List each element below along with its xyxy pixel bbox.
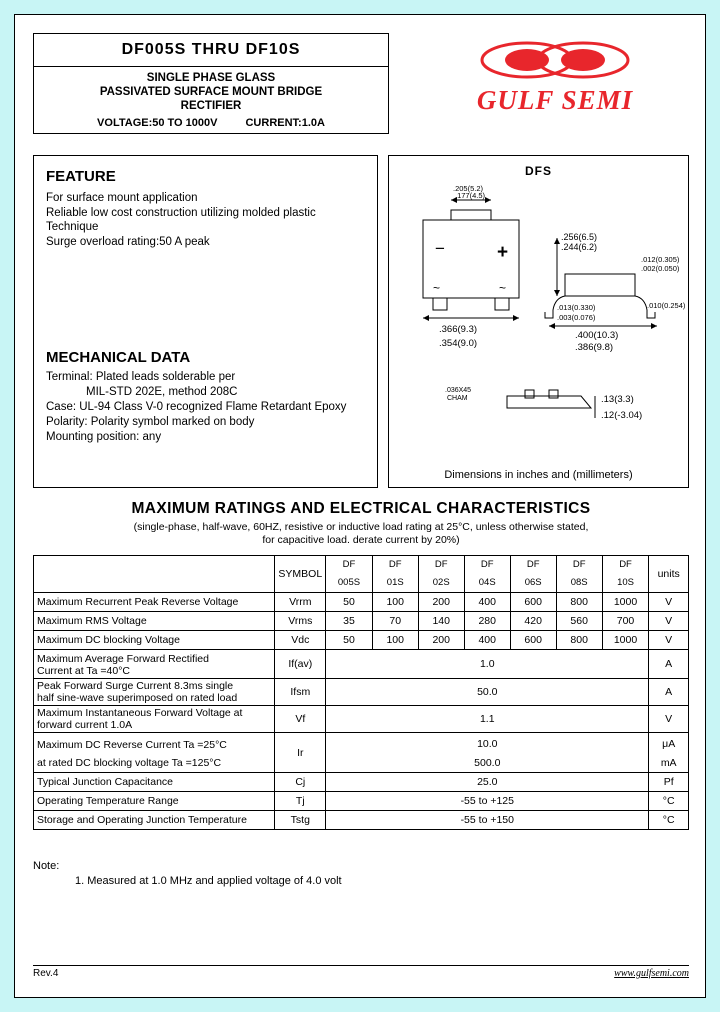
dim-pad-1: .012(0.305) [641,255,680,264]
row-6-units-1: μA [649,733,689,755]
feature-item-3: Surge overload rating:50 A peak [46,235,210,248]
row-0-symbol: Vrrm [275,593,326,612]
row-1-val-3: 280 [464,612,510,631]
feature-item-1: Reliable low cost construction utilizing molded plastic [46,206,316,219]
row-0-val-0: 50 [326,593,373,612]
feature-title: FEATURE [46,168,116,185]
table-row [34,773,689,792]
ratings-table [33,555,689,830]
table-row [34,792,689,811]
title-box [33,33,389,134]
page-header [15,15,705,133]
row-3-desc-line-1: Maximum Average Forward Rectified [37,653,209,665]
mechanical-case: Case: UL-94 Class V-0 recognized Flame Retardant Epoxy [46,401,347,413]
row-3-value: 1.0 [326,650,649,679]
ac-symbol-left: ~ [433,281,441,295]
row-6-symbol: Ir [275,733,326,773]
table-row [34,706,689,733]
ac-symbol-right: ~ [499,281,507,295]
row-3-units: A [649,650,689,679]
row-0-units: V [649,593,689,612]
mechanical-terminal: Terminal: Plated leads solderable per [46,371,236,383]
table-row [34,811,689,830]
dim-top-width-2: .177(4.5) [455,191,486,200]
row-5-units: V [649,706,689,733]
row-1-symbol: Vrms [275,612,326,631]
row-5-desc [34,706,275,733]
row-0-val-1: 100 [372,593,418,612]
dimensions-note: Dimensions in inches and (millimeters) [444,469,633,481]
row-0-val-2: 200 [418,593,464,612]
row-4-symbol: Ifsm [275,679,326,706]
row-1-val-0: 35 [326,612,373,631]
row-7-units: Pf [649,773,689,792]
row-0-val-6: 1000 [602,593,649,612]
row-2-desc: Maximum DC blocking Voltage [34,631,275,650]
row-1-val-1: 70 [372,612,418,631]
col-part-1-l1: DF [372,556,418,575]
dim-lead-w1: .400(10.3) [575,330,619,341]
table-row [34,679,689,706]
mechanical-data-block [46,349,367,445]
dim-foot: .010(0.254) [647,301,686,310]
polarity-plus-symbol: + [497,242,509,263]
row-4-units: A [649,679,689,706]
row-0-val-3: 400 [464,593,510,612]
col-units: units [649,556,689,593]
dim-height-1: .256(6.5) [561,232,598,242]
description-line-2: PASSIVATED SURFACE MOUNT BRIDGE [99,86,323,98]
row-1-val-5: 560 [556,612,602,631]
polarity-minus-symbol: − [435,239,445,258]
row-4-desc-line-2: half sine-wave superimposed on rated load [37,692,238,704]
feature-item-0: For surface mount application [46,192,198,204]
row-2-val-1: 100 [372,631,418,650]
product-description [34,67,388,115]
dim-top-width-1: .205(5.2) [453,184,484,193]
row-9-desc: Storage and Operating Junction Temperature [34,811,275,830]
description-line-1: SINGLE PHASE GLASS [146,72,276,84]
revision-label: Rev.4 [33,968,59,979]
col-part-6-l1: DF [602,556,649,575]
row-6-desc-line-1: Maximum DC Reverse Current Ta =25°C [34,733,275,755]
current-rating: CURRENT:1.0A [245,117,325,129]
table-row [34,631,689,650]
package-outline-drawing [389,178,688,458]
col-part-1-l2: 01S [372,574,418,593]
datasheet-page [14,14,706,998]
row-1-desc: Maximum RMS Voltage [34,612,275,631]
row-3-symbol: If(av) [275,650,326,679]
row-7-symbol: Cj [275,773,326,792]
row-4-desc [34,679,275,706]
package-drawing-title: DFS [525,164,552,178]
dim-cham-1: .036X45 [445,387,472,394]
page-footer [33,968,689,979]
row-0-val-4: 600 [510,593,556,612]
row-4-value: 50.0 [326,679,649,706]
table-row [34,754,689,773]
voltage-current-line [34,115,388,133]
row-2-units: V [649,631,689,650]
ratings-subtitle [33,521,689,547]
mechanical-mounting: Mounting position: any [46,431,162,443]
mechanical-polarity: Polarity: Polarity symbol marked on body [46,416,255,428]
row-3-desc [34,650,275,679]
table-row [34,612,689,631]
table-header-row [34,556,689,575]
col-part-5-l1: DF [556,556,602,575]
mechanical-terminal-cont: MIL-STD 202E, method 208C [86,386,238,398]
row-6-desc-line-2: at rated DC blocking voltage Ta =125°C [34,754,275,773]
dim-side-h2: .12(-3.04) [601,410,643,421]
col-part-2-l1: DF [418,556,464,575]
website-url[interactable]: www.gulfsemi.com [614,968,689,979]
note-label: Note: [33,860,60,872]
dim-lead-t1: .013(0.330) [557,303,596,312]
table-row [34,593,689,612]
part-range-title: DF005S THRU DF10S [34,34,388,67]
interlocking-rings-logo-icon [435,37,675,83]
col-part-6-l2: 10S [602,574,649,593]
table-row [34,733,689,755]
row-5-value: 1.1 [326,706,649,733]
row-9-value: -55 to +150 [326,811,649,830]
description-line-3: RECTIFIER [180,100,242,112]
row-8-desc: Operating Temperature Range [34,792,275,811]
col-part-2-l2: 02S [418,574,464,593]
ratings-subtitle-line-1: (single-phase, half-wave, 60HZ, resistive or inductive load rating at 25°C, unless otherwise stated, [133,521,589,533]
row-6-value-1: 10.0 [326,733,649,755]
dim-height-2: .244(6.2) [561,242,598,252]
dim-body-w2: .354(9.0) [439,338,478,349]
voltage-rating: VOLTAGE:50 TO 1000V [97,117,218,129]
feature-box [33,155,378,488]
row-2-val-6: 1000 [602,631,649,650]
footer-divider [33,965,689,966]
col-part-4-l2: 06S [510,574,556,593]
row-8-symbol: Tj [275,792,326,811]
col-part-5-l2: 08S [556,574,602,593]
row-9-units: °C [649,811,689,830]
brand-name: GULF SEMI [476,85,634,115]
row-3-desc-line-2: Current at Ta =40°C [37,665,131,677]
row-0-desc: Maximum Recurrent Peak Reverse Voltage [34,593,275,612]
row-5-desc-line-2: forward current 1.0A [37,719,133,731]
row-2-symbol: Vdc [275,631,326,650]
company-logo [435,37,675,116]
row-4-desc-line-1: Peak Forward Surge Current 8.3ms single [37,680,234,692]
row-1-val-2: 140 [418,612,464,631]
row-8-units: °C [649,792,689,811]
mechanical-title: MECHANICAL DATA [46,349,191,366]
col-part-4-l1: DF [510,556,556,575]
row-0-val-5: 800 [556,593,602,612]
col-part-0-l1: DF [326,556,373,575]
row-2-val-4: 600 [510,631,556,650]
col-symbol: SYMBOL [275,556,326,593]
row-7-desc: Typical Junction Capacitance [34,773,275,792]
row-6-value-2: 500.0 [326,754,649,773]
col-part-3-l2: 04S [464,574,510,593]
row-8-value: -55 to +125 [326,792,649,811]
dim-pad-2: .002(0.050) [641,264,680,273]
dim-lead-w2: .386(9.8) [575,342,614,353]
ratings-title: MAXIMUM RATINGS AND ELECTRICAL CHARACTERISTICS [131,500,591,517]
row-2-val-2: 200 [418,631,464,650]
row-1-val-6: 700 [602,612,649,631]
dim-side-h1: .13(3.3) [601,394,634,405]
mid-section [33,155,689,488]
dim-body-w1: .366(9.3) [439,324,478,335]
feature-item-2: Technique [46,221,99,233]
row-5-symbol: Vf [275,706,326,733]
col-part-0-l2: 005S [326,574,373,593]
row-9-symbol: Tstg [275,811,326,830]
row-5-desc-line-1: Maximum Instantaneous Forward Voltage at [37,707,243,719]
dim-lead-t2: .003(0.076) [557,313,596,322]
row-2-val-0: 50 [326,631,373,650]
ratings-section [33,500,689,830]
col-part-3-l1: DF [464,556,510,575]
row-1-units: V [649,612,689,631]
row-1-val-4: 420 [510,612,556,631]
row-2-val-5: 800 [556,631,602,650]
ratings-subtitle-line-2: for capacitive load. derate current by 20%) [262,534,460,546]
row-7-value: 25.0 [326,773,649,792]
note-item-1: 1. Measured at 1.0 MHz and applied voltage of 4.0 volt [75,875,342,887]
row-6-units-2: mA [649,754,689,773]
table-row [34,650,689,679]
notes-section [33,860,689,887]
package-drawing-box [388,155,689,488]
dim-cham-2: CHAM [447,395,468,402]
row-2-val-3: 400 [464,631,510,650]
